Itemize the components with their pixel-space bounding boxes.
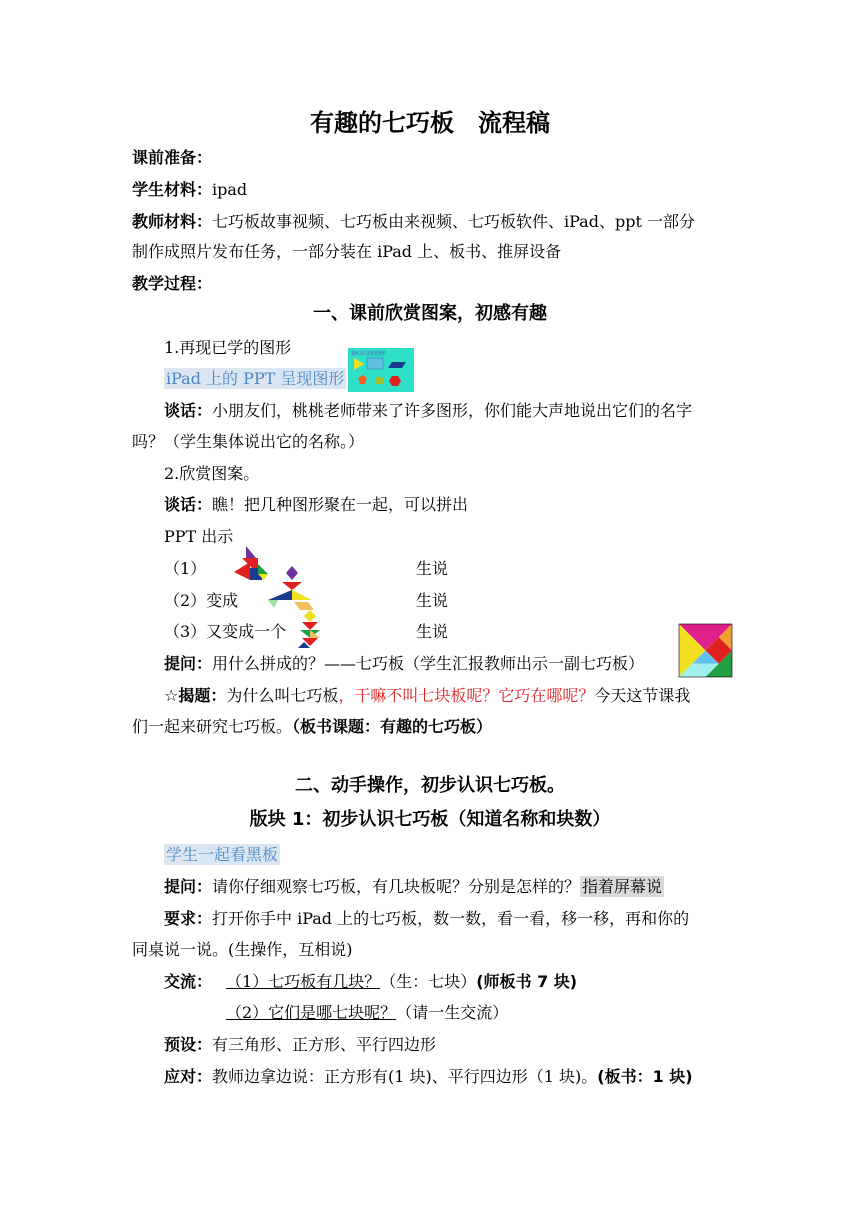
response-text: 教师边拿边说：正方形有(1 块)、平行四边形（1 块)。 <box>212 1067 598 1086</box>
ask2 <box>164 877 764 897</box>
figure-row-1-say: 生说 <box>416 559 449 578</box>
ipad-note-line <box>164 369 764 389</box>
exchange-b1: (师板书 7 块) <box>476 972 578 991</box>
teacher-materials-line1: 七巧板故事视频、七巧板由来视频、七巧板软件、iPad、ppt 一部分 <box>212 212 695 231</box>
ask1-label: 提问： <box>164 654 213 673</box>
exchange <box>164 972 764 992</box>
tangram-square <box>679 624 732 677</box>
exchange-label: 交流： <box>164 972 213 991</box>
prep-heading: 课前准备： <box>132 148 213 167</box>
ask2-label: 提问： <box>164 877 213 896</box>
section2-title: 二、动手操作，初步认识七巧板。 <box>295 775 565 796</box>
requirement-line2: 同桌说一说。(生操作，互相说) <box>132 940 353 959</box>
block1-title: 版块 1：初步认识七巧板（知道名称和块数） <box>249 809 611 830</box>
requirement <box>164 909 764 929</box>
reveal-red: ，干嘛不叫七块板呢？它巧在哪呢？ <box>338 686 595 705</box>
response-label: 应对： <box>164 1067 213 1086</box>
talk2-text: 瞧！把几种图形聚在一起，可以拼出 <box>212 495 469 514</box>
requirement-label: 要求： <box>164 909 213 928</box>
exchange-q2: （2）它们是哪七块呢？ <box>226 1003 397 1022</box>
figure-row-2-label: （2）变成 <box>164 591 239 610</box>
exchange-q1: （1）七巧板有几块？ <box>226 972 381 991</box>
ask1-text: 用什么拼成的？——七巧板（学生汇报教师出示一副七巧板） <box>212 654 645 673</box>
exchange-a1: （生：七块） <box>380 972 477 991</box>
figure-row-3-label: （3）又变成一个 <box>164 622 287 641</box>
talk1 <box>132 401 732 421</box>
preset-label: 预设： <box>164 1035 213 1054</box>
ppt-show: PPT 出示 <box>164 527 234 546</box>
reveal-text1: 为什么叫七巧板 <box>226 686 339 705</box>
teacher-materials-label: 教师材料： <box>132 212 213 231</box>
tangram-figure-3 <box>296 610 326 650</box>
student-materials <box>132 180 732 200</box>
talk2-label: 谈话： <box>164 495 213 514</box>
ask2-text: 请你仔细观察七巧板，有几块板呢？分别是怎样的？ <box>212 877 581 896</box>
reveal-text2: 今天这节课我 <box>594 686 691 705</box>
blackboard-note-line <box>164 845 764 865</box>
response <box>164 1067 764 1087</box>
reveal-line2-text: 们一起来研究七巧板。 <box>132 717 293 736</box>
tangram-figure-2 <box>264 566 320 614</box>
document-title: 有趣的七巧板 流程稿 <box>310 109 550 137</box>
student-materials-value: ipad <box>212 180 248 199</box>
figure-row-2-say: 生说 <box>416 591 449 610</box>
preset-text: 有三角形、正方形、平行四边形 <box>212 1035 437 1054</box>
teacher-materials <box>132 212 732 232</box>
talk1-line2: 吗？（学生集体说出它的名称。） <box>132 432 365 451</box>
reveal <box>132 686 732 706</box>
reveal-label: ☆揭题： <box>164 686 227 705</box>
thumbnail-caption: 我们认识的图形 <box>351 351 387 357</box>
section1-item2: 2.欣赏图案。 <box>164 464 260 483</box>
student-materials-label: 学生材料： <box>132 180 213 199</box>
shapes-thumbnail <box>348 348 414 392</box>
talk1-line1: 小朋友们，桃桃老师带来了许多图形，你们能大声地说出它们的名字 <box>212 401 693 420</box>
ask1 <box>132 654 732 674</box>
rectangle-shape <box>367 358 383 369</box>
teacher-materials-line2: 制作成照片发布任务，一部分装在 iPad 上、板书、推屏设备 <box>132 242 562 261</box>
exchange-a2: （请一生交流） <box>396 1003 509 1022</box>
response-bold: (板书：1 块) <box>597 1067 693 1086</box>
figure-row-3-say: 生说 <box>416 622 449 641</box>
reveal-line2 <box>132 717 732 737</box>
ipad-note: iPad 上的 PPT 呈现图形 <box>166 369 345 388</box>
talk2 <box>164 495 764 515</box>
section1-item1: 1.再现已学的图形 <box>164 338 292 357</box>
figure-row-1-label: （1） <box>164 559 207 578</box>
talk1-label: 谈话： <box>164 401 213 420</box>
square-shape <box>376 377 383 384</box>
reveal-bold: （板书课题：有趣的七巧板） <box>292 717 493 736</box>
preset <box>164 1035 764 1055</box>
process-heading: 教学过程： <box>132 274 213 293</box>
requirement-line1: 打开你手中 iPad 上的七巧板，数一数，看一看，移一移，再和你的 <box>212 909 690 928</box>
ask2-note: 指着屏幕说 <box>582 877 663 896</box>
exchange-line2 <box>226 1003 826 1023</box>
blackboard-note: 学生一起看黑板 <box>166 845 279 864</box>
section1-title: 一、课前欣赏图案，初感有趣 <box>313 303 547 324</box>
